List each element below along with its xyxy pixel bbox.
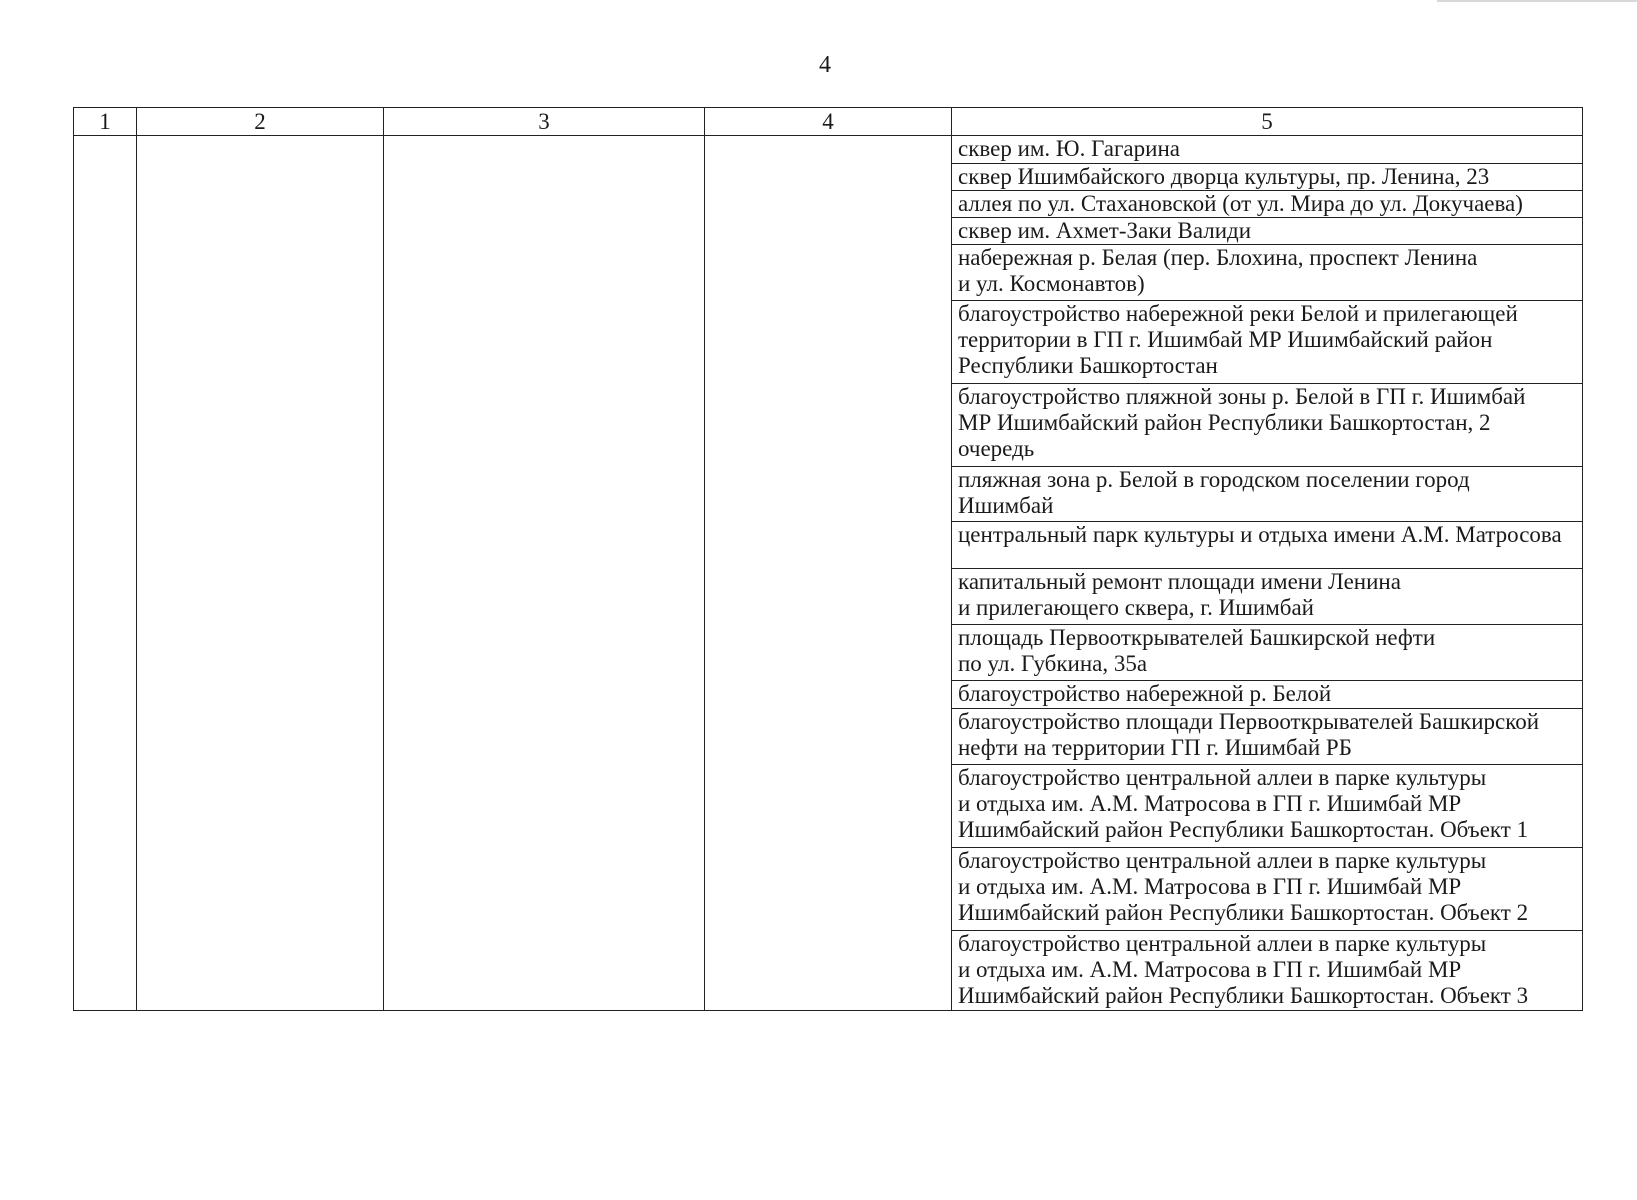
object-name: пляжная зона р. Белой в городском поселении город Ишимбай xyxy=(958,467,1470,518)
column-header-1: 1 xyxy=(74,108,137,136)
object-name-cell xyxy=(952,384,1583,467)
object-name: аллея по ул. Стахановской (от ул. Мира до ул. Докучаева) xyxy=(958,191,1523,216)
object-name-cell xyxy=(952,467,1583,522)
object-name-cell xyxy=(952,164,1583,191)
object-name-cell xyxy=(952,765,1583,848)
object-name-cell xyxy=(952,681,1583,709)
document-table xyxy=(73,107,1583,1011)
object-name: благоустройство центральной аллеи в парке культуры и отдыха им. А.М. Матросова в ГП г. Ишимбай МР Ишимбайский район Республики Башкортостан. Объект 2 xyxy=(958,848,1529,925)
column-header-5: 5 xyxy=(952,108,1583,136)
column-4-cell xyxy=(705,136,952,1011)
object-name-cell xyxy=(952,522,1583,569)
object-name: благоустройство центральной аллеи в парке культуры и отдыха им. А.М. Матросова в ГП г. Ишимбай МР Ишимбайский район Республики Башкортостан. Объект 3 xyxy=(958,931,1529,1008)
column-header-2: 2 xyxy=(137,108,384,136)
object-name: благоустройство пляжной зоны р. Белой в ГП г. Ишимбай МР Ишимбайский район Республики Башкортостан, 2 очередь xyxy=(958,384,1526,461)
object-name-cell xyxy=(952,709,1583,765)
page-number: 4 xyxy=(819,52,831,78)
object-name: благоустройство центральной аллеи в парке культуры и отдыха им. А.М. Матросова в ГП г. Ишимбай МР Ишимбайский район Республики Башкортостан. Объект 1 xyxy=(958,765,1529,842)
object-name-cell xyxy=(952,301,1583,384)
object-name: сквер им. Ю. Гагарина xyxy=(958,136,1180,161)
object-name: сквер Ишимбайского дворца культуры, пр. Ленина, 23 xyxy=(958,164,1490,189)
column-header-4: 4 xyxy=(705,108,952,136)
object-name-cell xyxy=(952,848,1583,931)
object-name-cell xyxy=(952,245,1583,301)
object-name-cell xyxy=(952,625,1583,681)
object-name: капитальный ремонт площади имени Ленина и прилегающего сквера, г. Ишимбай xyxy=(958,569,1401,620)
column-1-cell xyxy=(74,136,137,1011)
object-name-cell xyxy=(952,218,1583,245)
table-body xyxy=(74,136,1583,1011)
column-2-cell xyxy=(137,136,384,1011)
object-name-cell xyxy=(952,569,1583,625)
object-name: площадь Первооткрывателей Башкирской нефти по ул. Губкина, 35а xyxy=(958,625,1436,676)
scan-edge-mark xyxy=(1437,0,1637,2)
object-name: центральный парк культуры и отдыха имени А.М. Матросова xyxy=(958,522,1562,547)
object-name-cell xyxy=(952,931,1583,1011)
table-row xyxy=(74,136,1583,164)
column-header-3: 3 xyxy=(384,108,705,136)
object-name: благоустройство набережной р. Белой xyxy=(958,681,1332,706)
column-3-cell xyxy=(384,136,705,1011)
object-name: сквер им. Ахмет-Заки Валиди xyxy=(958,218,1252,243)
object-name-cell xyxy=(952,191,1583,218)
object-name-cell xyxy=(952,136,1583,164)
object-name: набережная р. Белая (пер. Блохина, проспект Ленина и ул. Космонавтов) xyxy=(958,245,1478,296)
object-name: благоустройство площади Первооткрывателей Башкирской нефти на территории ГП г. Ишимбай РБ xyxy=(958,709,1540,760)
object-name: благоустройство набережной реки Белой и прилегающей территории в ГП г. Ишимбай МР Ишимбайский район Республики Башкортостан xyxy=(958,301,1518,378)
table-header-row xyxy=(74,108,1583,136)
